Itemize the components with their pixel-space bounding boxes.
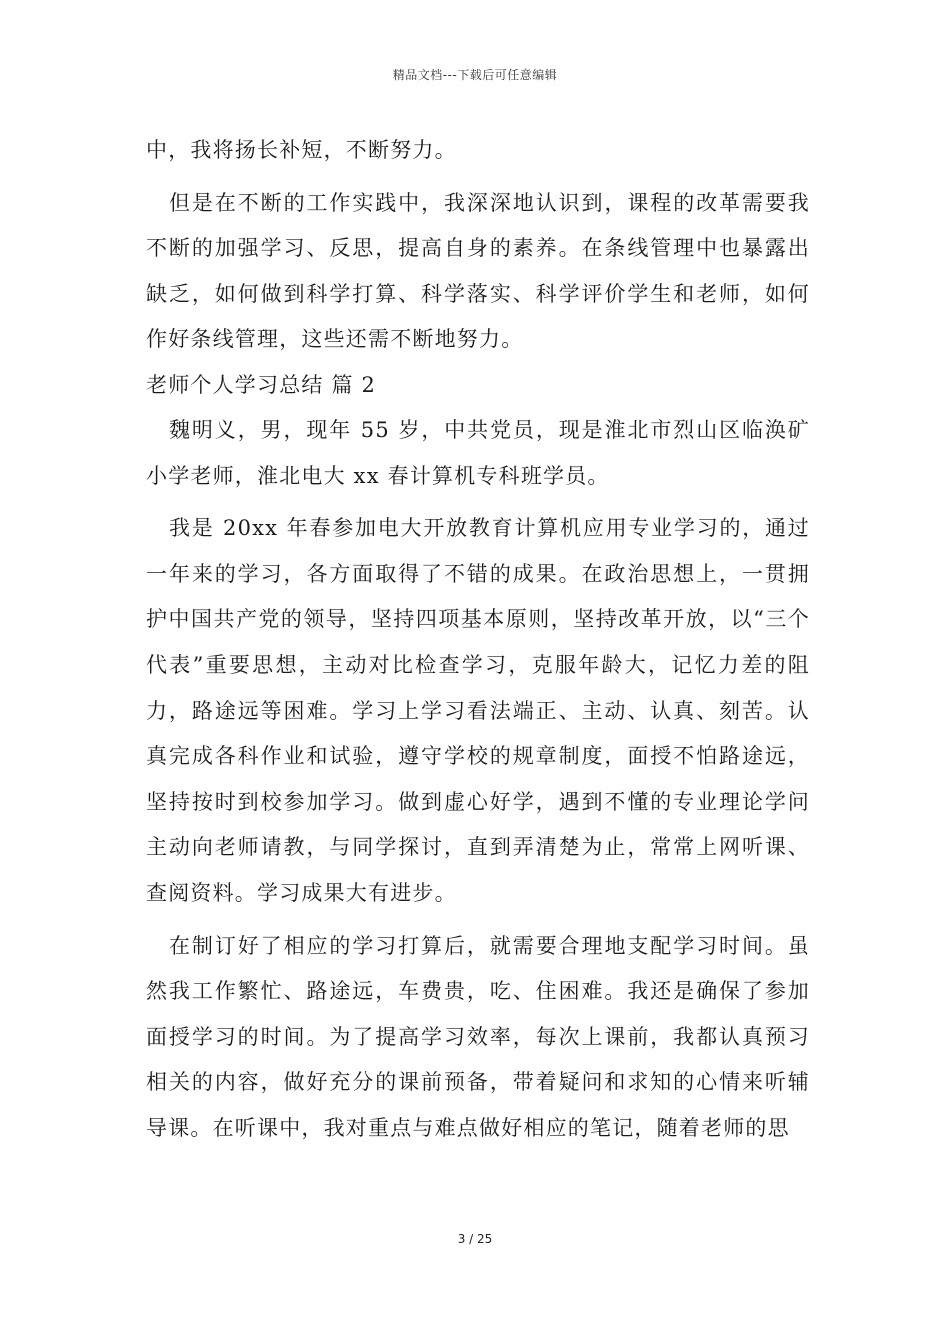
paragraph-study-achievements: 我是 20xx 年春参加电大开放教育计算机应用专业学习的，通过一年来的学习，各方面取得了不错的成果。在政治思想上，一贯拥护中国共产党的领导，坚持四项基本原则，坚持改革开放，以“三个代表”重要思想，主动对比检查学习，克服年龄大，记忆力差的阻力，路途远等困难。学习上学习看法端正、主动、认真、刻苦。认真完成各科作业和试验，遵守学校的规章制度，面授不怕路途远，坚持按时到校参加学习。做到虚心好学，遇到不懂的专业理论学问主动向老师请教，与同学探讨，直到弄清楚为止，常常上网听课、查阅资料。学习成果大有进步。	[146, 516, 810, 905]
page-number: 3 / 25	[457, 1232, 493, 1246]
paragraph-continuation: 中，我将扬长补短，不断努力。	[146, 138, 457, 162]
paragraph-introduction: 魏明义，男，现年 55 岁，中共党员，现是淮北市烈山区临涣矿小学老师，淮北电大 xx 春计算机专科班学员。	[146, 417, 810, 488]
paragraph-study-schedule: 在制订好了相应的学习打算后，就需要合理地支配学习时间。虽然我工作繁忙、路途远，车费贵，吃、住困难。我还是确保了参加面授学习的时间。为了提高学习效率，每次上课前，我都认真预习相关的内容，做好充分的课前预备，带着疑问和求知的心情来听辅导课。在听课中，我对重点与难点做好相应的笔记，随着老师的思	[146, 933, 810, 1140]
paragraph-reflection: 但是在不断的工作实践中，我深深地认识到，课程的改革需要我不断的加强学习、反思，提高自身的素养。在条线管理中也暴露出缺乏，如何做到科学打算、科学落实、科学评价学生和老师，如何作好条线管理，这些还需不断地努力。	[146, 190, 810, 352]
document-body	[146, 128, 810, 1151]
page-header: 精品文档---下载后可任意编辑	[392, 68, 558, 82]
section-title: 老师个人学习总结 篇 2	[146, 372, 377, 397]
